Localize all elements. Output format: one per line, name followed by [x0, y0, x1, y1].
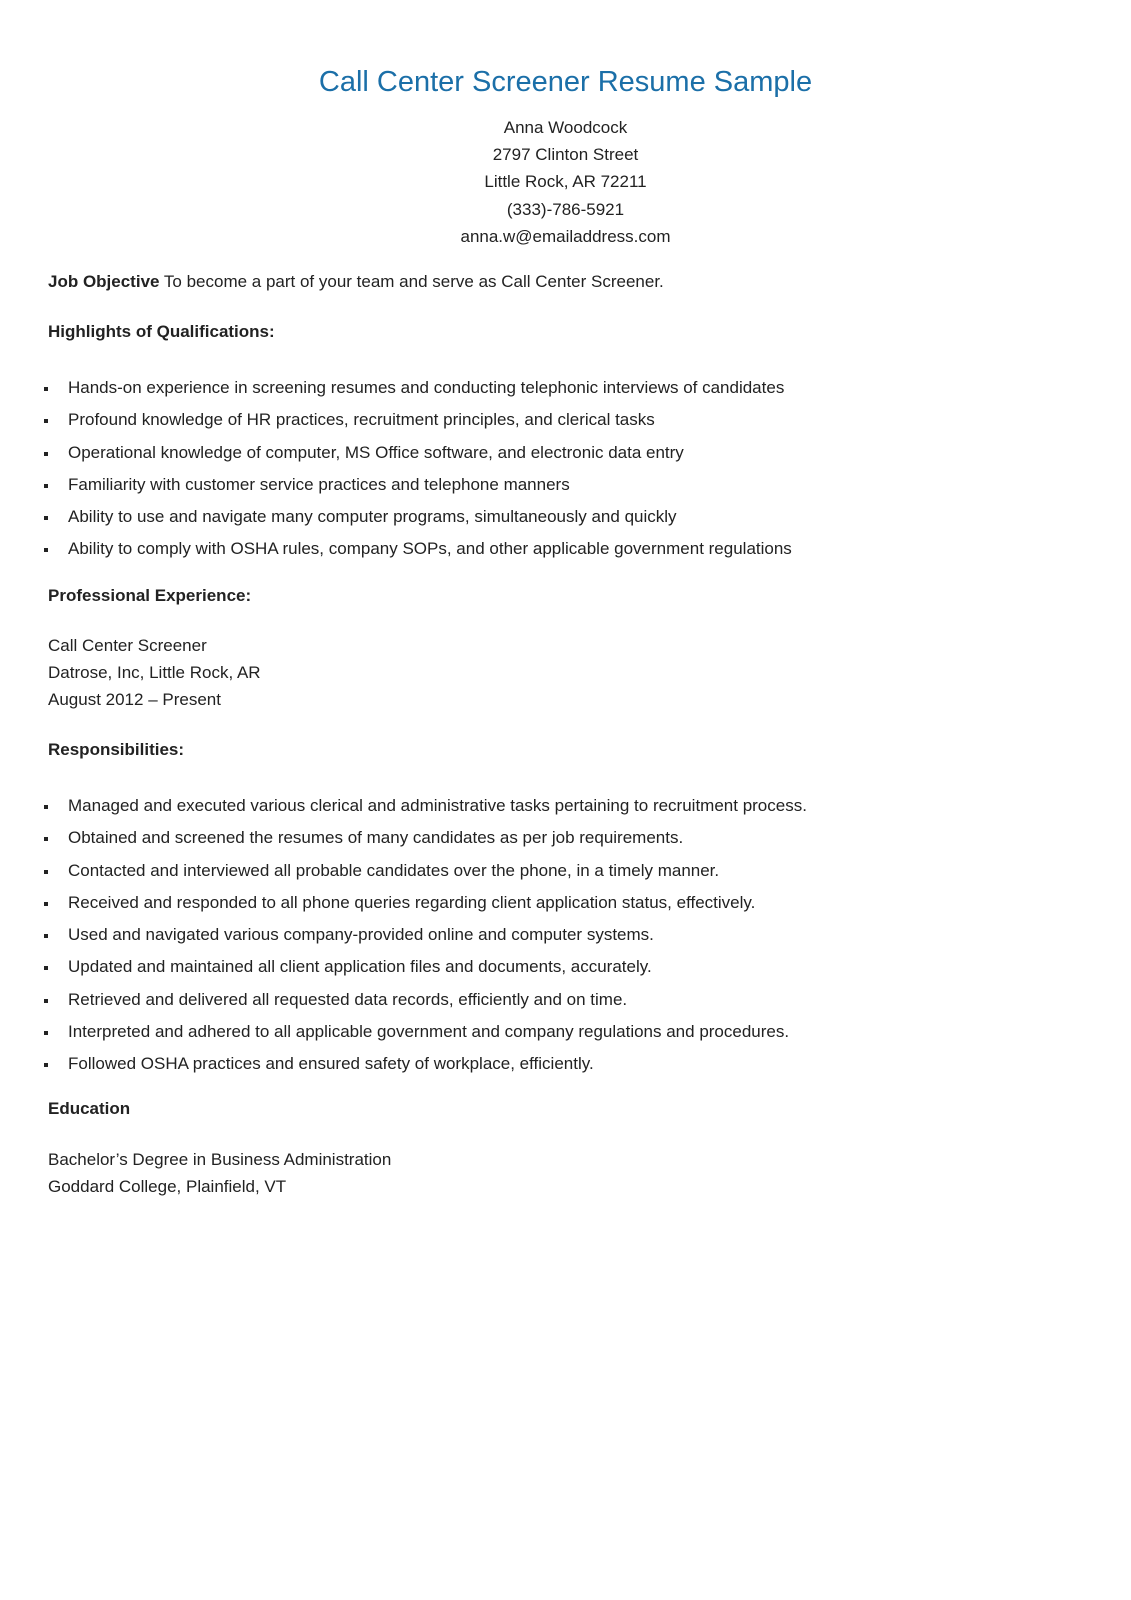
job-objective-label: Job Objective	[48, 272, 160, 291]
bullet-icon	[44, 484, 48, 488]
bullet-icon	[44, 902, 48, 906]
experience-dates: August 2012 – Present	[48, 690, 221, 709]
bullet-icon	[44, 837, 48, 841]
contact-phone: (333)-786-5921	[506, 199, 625, 219]
education-school: Goddard College, Plainfield, VT	[48, 1177, 287, 1196]
highlights-list	[0, 376, 792, 570]
page-title: Call Center Screener Resume Sample	[318, 66, 813, 98]
list-item: Ability to use and navigate many computer programs, simultaneously and quickly	[0, 505, 792, 537]
bullet-icon	[44, 387, 48, 391]
list-item: Obtained and screened the resumes of many candidates as per job requirements.	[0, 826, 807, 858]
job-objective	[48, 270, 664, 294]
list-item: Familiarity with customer service practices and telephone manners	[0, 473, 792, 505]
list-item: Profound knowledge of HR practices, recruitment principles, and clerical tasks	[0, 408, 792, 440]
job-objective-text: To become a part of your team and serve as Call Center Screener.	[159, 272, 664, 291]
list-item: Retrieved and delivered all requested data records, efficiently and on time.	[0, 988, 807, 1020]
list-item: Hands-on experience in screening resumes and conducting telephonic interviews of candidates	[0, 376, 792, 408]
responsibilities-list	[0, 794, 807, 1085]
responsibilities-heading: Responsibilities:	[48, 740, 185, 759]
list-item: Interpreted and adhered to all applicable government and company regulations and procedures.	[0, 1020, 807, 1052]
contact-city: Little Rock, AR 72211	[484, 172, 647, 192]
list-item: Received and responded to all phone queries regarding client application status, effectively.	[0, 891, 807, 923]
bullet-icon	[44, 934, 48, 938]
list-item: Contacted and interviewed all probable candidates over the phone, in a timely manner.	[0, 859, 807, 891]
list-item: Followed OSHA practices and ensured safety of workplace, efficiently.	[0, 1052, 807, 1084]
experience-company: Datrose, Inc, Little Rock, AR	[48, 663, 261, 682]
education-degree: Bachelor’s Degree in Business Administration	[48, 1150, 392, 1169]
list-item: Updated and maintained all client application files and documents, accurately.	[0, 955, 807, 987]
highlights-heading: Highlights of Qualifications:	[48, 322, 275, 341]
bullet-icon	[44, 548, 48, 552]
list-item: Used and navigated various company-provided online and computer systems.	[0, 923, 807, 955]
bullet-icon	[44, 1063, 48, 1067]
education-heading: Education	[48, 1099, 131, 1118]
contact-name: Anna Woodcock	[503, 118, 628, 137]
list-item: Ability to comply with OSHA rules, company SOPs, and other applicable government regulations	[0, 537, 792, 569]
bullet-icon	[44, 870, 48, 874]
experience-heading: Professional Experience:	[48, 586, 252, 605]
bullet-icon	[44, 805, 48, 809]
contact-street: 2797 Clinton Street	[492, 145, 639, 165]
bullet-icon	[44, 966, 48, 970]
bullet-icon	[44, 999, 48, 1003]
bullet-icon	[44, 452, 48, 456]
bullet-icon	[44, 516, 48, 520]
bullet-icon	[44, 1031, 48, 1035]
contact-email: anna.w@emailaddress.com	[460, 226, 671, 246]
contact-block	[0, 114, 1131, 250]
experience-job-title: Call Center Screener	[48, 636, 207, 655]
bullet-icon	[44, 419, 48, 423]
list-item: Managed and executed various clerical and administrative tasks pertaining to recruitment process.	[0, 794, 807, 826]
list-item: Operational knowledge of computer, MS Office software, and electronic data entry	[0, 441, 792, 473]
